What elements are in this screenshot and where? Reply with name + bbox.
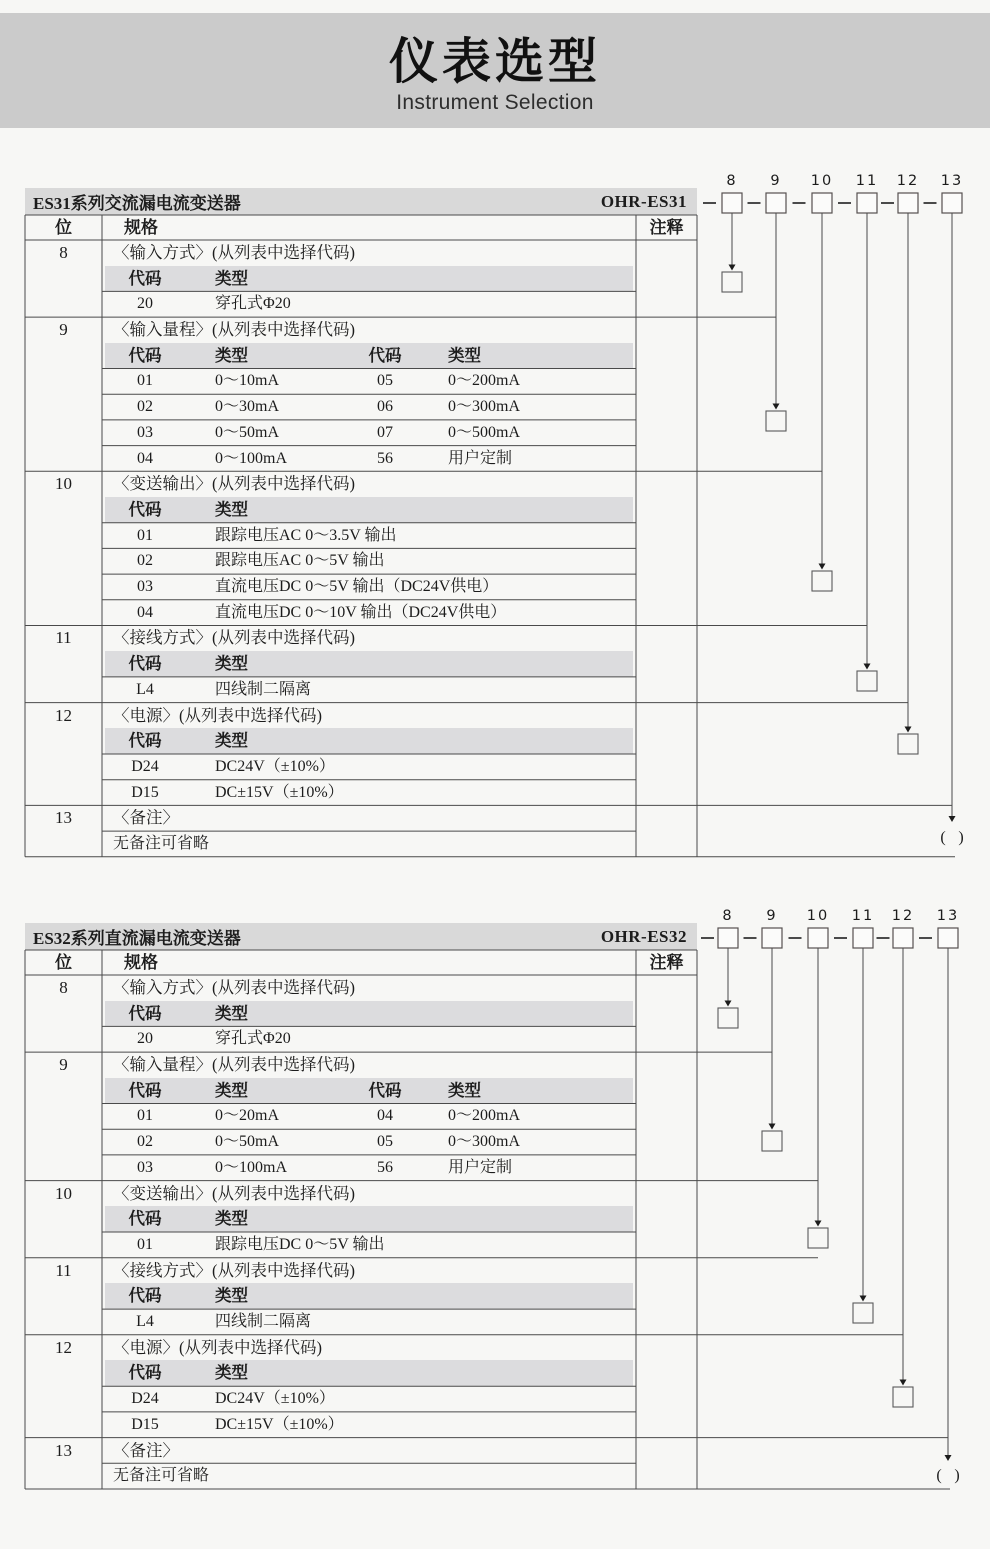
position-cell: 11 (55, 1260, 72, 1280)
spec-label: 〈输入方式〉(从列表中选择代码) (113, 978, 355, 997)
selected-code-box (853, 1303, 873, 1323)
order-code-checkbox (942, 193, 962, 213)
code-cell: D15 (131, 783, 159, 801)
page-subtitle: Instrument Selection (396, 91, 594, 114)
arrowhead-icon (900, 1380, 907, 1386)
code-header-cell: 代码 (128, 1286, 162, 1306)
code-cell: 02 (137, 552, 153, 570)
arrowhead-icon (773, 404, 780, 410)
type-cell: 跟踪电压DC 0～5V 输出 (215, 1235, 385, 1253)
type-cell: DC±15V（±10%） (215, 1415, 344, 1433)
col-header-spec: 规格 (124, 218, 158, 237)
spec-label: 〈接线方式〉(从列表中选择代码) (113, 628, 355, 648)
type-cell: 0～200mA (448, 1107, 521, 1125)
col-header-note: 注释 (649, 953, 684, 972)
position-cell: 9 (59, 320, 68, 340)
sections (25, 975, 697, 1489)
code-cell: L4 (136, 1313, 154, 1331)
type-cell: 四线制二隔离 (215, 1313, 312, 1331)
code-cell: 20 (137, 1030, 153, 1048)
type-header-cell: 类型 (215, 1209, 248, 1229)
position-number: 8 (726, 173, 738, 189)
position-cell: 11 (55, 628, 72, 648)
selected-code-box (812, 571, 832, 591)
es31-selection-sheet (25, 173, 990, 857)
arrowhead-icon (815, 1221, 822, 1227)
code-header-cell: 代码 (128, 499, 162, 519)
type-cell: 直流电压DC 0～10V 输出（DC24V供电） (215, 603, 507, 621)
type-cell: 用户定制 (448, 449, 513, 467)
code-cell: 20 (137, 295, 153, 313)
order-code-checkbox (938, 928, 958, 948)
type-cell: 0～100mA (215, 1158, 288, 1176)
code-header-cell: 代码 (128, 345, 162, 365)
series-title: ES31系列交流漏电流变送器 (33, 194, 241, 213)
type-cell: 无备注可省略 (113, 835, 210, 853)
code-cell: 05 (377, 372, 393, 390)
spec-label: 〈变送输出〉(从列表中选择代码) (113, 1183, 355, 1203)
type-header-cell: 类型 (215, 731, 248, 751)
code-header-cell: 代码 (128, 731, 162, 751)
column-header-row (25, 950, 697, 975)
arrowhead-icon (864, 664, 871, 670)
order-code-checkbox (766, 193, 786, 213)
type-cell: 用户定制 (448, 1158, 513, 1176)
position-number: 10 (806, 908, 830, 924)
type-cell: 直流电压DC 0～5V 输出（DC24V供电） (215, 578, 499, 596)
position-cell: 10 (55, 474, 72, 494)
code-cell: 56 (377, 449, 393, 467)
type-header-cell: 类型 (215, 1286, 248, 1306)
code-header-cell: 代码 (368, 345, 402, 365)
type-cell: 0～300mA (448, 1133, 521, 1151)
col-header-pos: 位 (55, 953, 72, 972)
page-title: 仪表选型 (388, 34, 601, 89)
position-cell: 13 (55, 1440, 72, 1460)
spec-label: 〈输入量程〉(从列表中选择代码) (113, 320, 355, 340)
arrowhead-icon (769, 1124, 776, 1130)
arrowhead-icon (949, 816, 956, 822)
position-number: 11 (855, 173, 879, 189)
order-code-checkbox (718, 928, 738, 948)
type-cell: 0～50mA (215, 423, 280, 441)
position-number: 11 (851, 908, 875, 924)
spec-label: 〈输入量程〉(从列表中选择代码) (113, 1055, 355, 1075)
type-header-cell: 类型 (215, 345, 248, 365)
code-cell: 56 (377, 1158, 393, 1176)
type-header-cell: 类型 (448, 1080, 481, 1100)
table-section (25, 1438, 697, 1489)
type-cell: 0～100mA (215, 449, 288, 467)
code-cell: 07 (377, 423, 393, 441)
order-code-checkbox (857, 193, 877, 213)
position-number: 9 (770, 173, 782, 189)
spec-label: 〈变送输出〉(从列表中选择代码) (113, 474, 355, 494)
code-header-cell: 代码 (128, 654, 162, 674)
spec-label: 〈备注〉 (113, 808, 179, 828)
position-cell: 12 (55, 705, 72, 725)
order-code-connectors (701, 908, 960, 1484)
table-section (25, 975, 697, 1052)
table-section (25, 1258, 697, 1335)
type-header-cell: 类型 (215, 1080, 248, 1100)
code-cell: L4 (136, 680, 154, 698)
position-cell: 12 (55, 1337, 72, 1357)
arrowhead-icon (729, 265, 736, 271)
arrowhead-icon (860, 1296, 867, 1302)
code-header-cell: 代码 (128, 1209, 162, 1229)
code-cell: 02 (137, 1133, 153, 1151)
position-number: 12 (891, 908, 915, 924)
code-header-cell: 代码 (128, 268, 162, 288)
code-cell: 05 (377, 1133, 393, 1151)
code-cell: 04 (137, 449, 153, 467)
remark-placeholder: ) (954, 1467, 960, 1484)
order-code-checkbox (893, 928, 913, 948)
col-header-spec: 规格 (124, 953, 158, 972)
table-section (25, 703, 697, 806)
es32-selection-sheet (25, 908, 990, 1489)
type-cell: 跟踪电压AC 0～5V 输出 (215, 552, 385, 570)
code-cell: D24 (131, 1390, 159, 1408)
type-cell: 0～50mA (215, 1133, 280, 1151)
spec-label: 〈输入方式〉(从列表中选择代码) (113, 243, 355, 262)
selected-code-box (718, 1008, 738, 1028)
code-cell: D15 (131, 1415, 159, 1433)
code-cell: 04 (137, 603, 153, 621)
position-number: 12 (896, 173, 920, 189)
remark-placeholder: ) (958, 829, 964, 846)
code-cell: D24 (131, 757, 159, 775)
position-number: 10 (810, 173, 834, 189)
type-header-cell: 类型 (448, 345, 481, 365)
code-cell: 04 (377, 1107, 393, 1125)
column-header-row (25, 215, 697, 240)
order-code-checkbox (898, 193, 918, 213)
selected-code-box (766, 411, 786, 431)
code-header-cell: 代码 (128, 1003, 162, 1023)
type-cell: DC24V（±10%） (215, 1390, 335, 1408)
remark-placeholder: ( (940, 829, 946, 846)
position-number: 13 (940, 173, 964, 189)
page-banner (0, 13, 990, 128)
code-cell: 01 (137, 372, 153, 390)
sheet-title-bar (25, 923, 697, 950)
type-header-cell: 类型 (215, 654, 248, 674)
selected-code-box (893, 1387, 913, 1407)
code-cell: 03 (137, 423, 153, 441)
type-cell: 0～10mA (215, 372, 280, 390)
table-section (25, 240, 697, 317)
series-title: ES32系列直流漏电流变送器 (33, 929, 241, 948)
spec-label: 〈接线方式〉(从列表中选择代码) (113, 1260, 355, 1280)
table-section (25, 625, 697, 702)
selected-code-box (808, 1228, 828, 1248)
spec-label: 〈电源〉(从列表中选择代码) (113, 705, 322, 725)
col-header-pos: 位 (55, 218, 72, 237)
code-header-cell: 代码 (128, 1363, 162, 1383)
type-cell: 无备注可省略 (113, 1467, 210, 1485)
type-cell: 0～20mA (215, 1107, 280, 1125)
order-code-connectors (703, 173, 964, 846)
col-header-note: 注释 (649, 218, 684, 237)
model-code: OHR-ES31 (600, 191, 687, 211)
type-header-cell: 类型 (215, 1003, 248, 1023)
selected-code-box (898, 734, 918, 754)
spec-label: 〈电源〉(从列表中选择代码) (113, 1337, 322, 1357)
code-cell: 06 (377, 398, 393, 416)
spec-label: 〈备注〉 (113, 1440, 179, 1460)
position-cell: 10 (55, 1183, 72, 1203)
sections (25, 240, 697, 857)
code-cell: 03 (137, 1158, 153, 1176)
arrowhead-icon (725, 1001, 732, 1007)
table-section (25, 1335, 697, 1438)
type-cell: DC24V（±10%） (215, 757, 335, 775)
position-cell: 8 (59, 243, 68, 262)
order-code-checkbox (808, 928, 828, 948)
type-cell: 穿孔式Φ20 (215, 295, 291, 313)
code-header-cell: 代码 (368, 1080, 402, 1100)
arrowhead-icon (905, 727, 912, 733)
type-cell: 穿孔式Φ20 (215, 1030, 291, 1048)
type-cell: 四线制二隔离 (215, 680, 312, 698)
type-cell: 跟踪电压AC 0～3.5V 输出 (215, 526, 397, 544)
code-header-cell: 代码 (128, 1080, 162, 1100)
type-cell: 0～500mA (448, 423, 521, 441)
code-cell: 02 (137, 398, 153, 416)
type-cell: 0～200mA (448, 372, 521, 390)
table-section (25, 1181, 697, 1258)
selected-code-box (762, 1131, 782, 1151)
code-cell: 01 (137, 1107, 153, 1125)
code-cell: 01 (137, 526, 153, 544)
position-cell: 9 (59, 1055, 68, 1075)
table-section (25, 805, 697, 856)
order-code-checkbox (853, 928, 873, 948)
order-code-checkbox (812, 193, 832, 213)
position-number: 13 (936, 908, 960, 924)
position-cell: 8 (59, 978, 68, 997)
type-cell: 0～30mA (215, 398, 280, 416)
type-header-cell: 类型 (215, 268, 248, 288)
arrowhead-icon (819, 564, 826, 570)
arrowhead-icon (945, 1455, 952, 1461)
sheet-title-bar (25, 188, 697, 215)
table-section (25, 471, 697, 625)
code-cell: 01 (137, 1235, 153, 1253)
model-code: OHR-ES32 (600, 926, 687, 946)
remark-placeholder: ( (936, 1467, 942, 1484)
selected-code-box (722, 272, 742, 292)
position-number: 9 (766, 908, 778, 924)
table-section (25, 1052, 697, 1181)
position-cell: 13 (55, 808, 72, 828)
table-section (25, 317, 697, 471)
position-number: 8 (722, 908, 734, 924)
selected-code-box (857, 671, 877, 691)
type-cell: 0～300mA (448, 398, 521, 416)
order-code-checkbox (722, 193, 742, 213)
order-code-checkbox (762, 928, 782, 948)
code-cell: 03 (137, 578, 153, 596)
type-header-cell: 类型 (215, 499, 248, 519)
type-header-cell: 类型 (215, 1363, 248, 1383)
type-cell: DC±15V（±10%） (215, 783, 344, 801)
